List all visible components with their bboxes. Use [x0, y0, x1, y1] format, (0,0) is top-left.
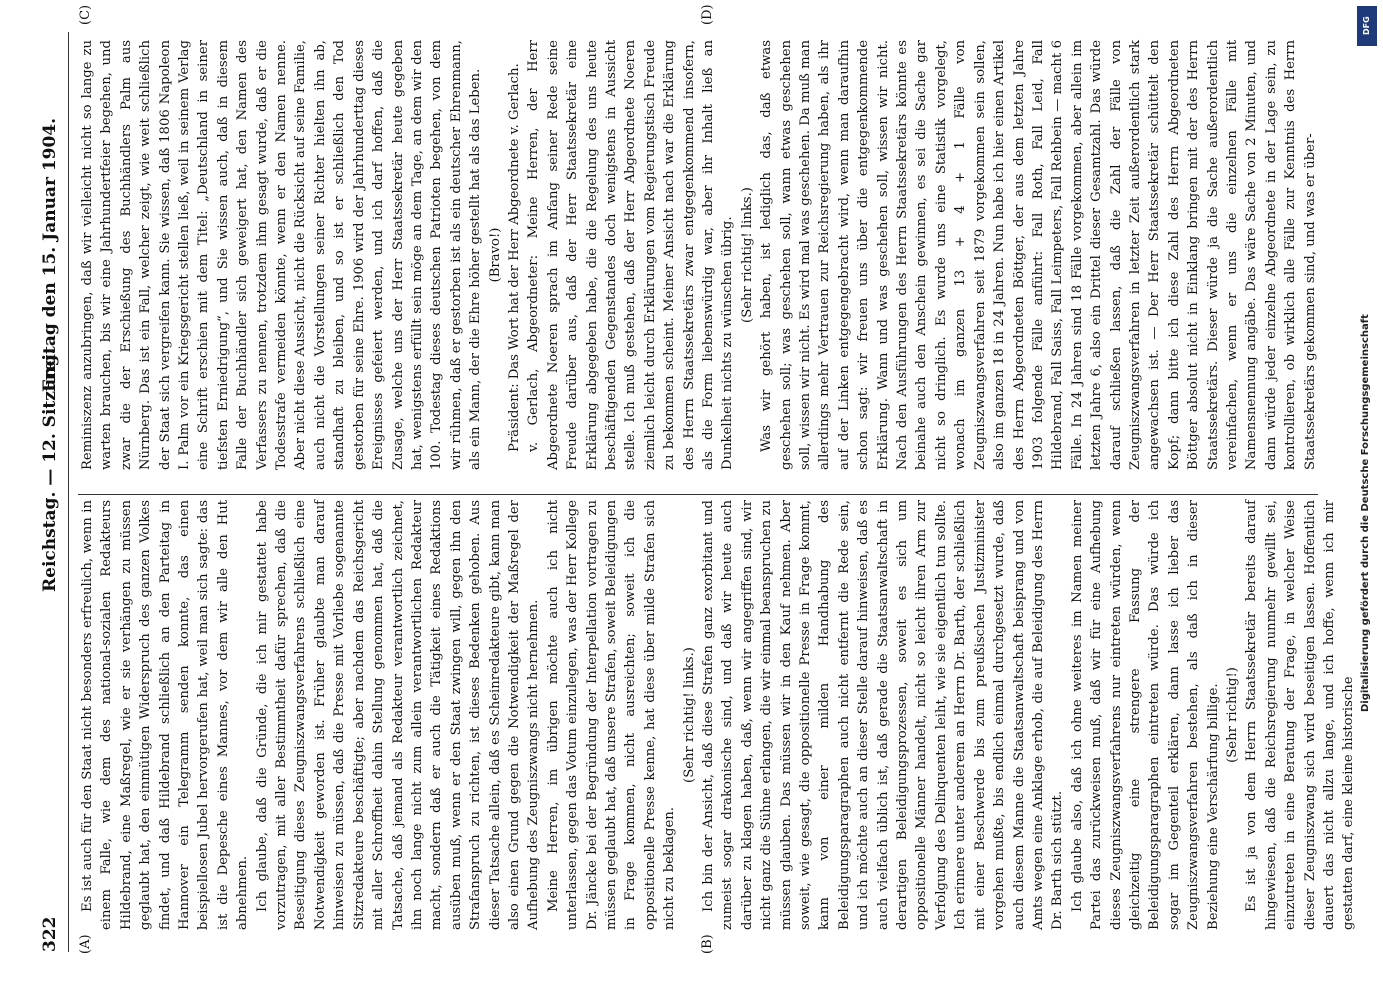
session-title: Reichstag. — 12. Sitzung. [40, 348, 60, 592]
paragraph: Es ist auch für den Staat nicht besonders erfreulich, wenn in einem Falle, wie dem des national-sozialen Redakteurs Hildebrand, eine Maßregel, wie er sie verhängen zu müssen geglaubt hat, den einmütigen Widerspruch des ganzen Volkes findet, und daß Hildebrand schließlich an den Parteitag in Hannover ein Telegramm senden konnte, das einen beispiellosen Jubel hervorgerufen hat, weil man sich sagte: das ist die Depesche eines Mannes, vor dem wir alle den Hut abnehmen. [80, 500, 251, 930]
margin-marker-c: (C) [78, 4, 93, 25]
session-date: Freitag den 15. Januar 1904. [40, 117, 60, 392]
paragraph: Ich bin der Ansicht, daß diese Strafen ganz exorbitant und zumeist sogar drakonische sind, und daß wir heute auch darüber zu klagen haben, daß, wenn wir angegriffen sind, wir nicht ganz die Sühne erlangen, die wir einmal beanspruchen zu müssen glauben. Das müssen wir in den Kauf nehmen. Aber soweit, wie gesagt, die oppositionelle Presse in Frage kommt, kann von einer milden Handhabung des Beleidigungsparagraphen auch nicht entfernt die Rede sein, und ich möchte auch an dieser Stelle darauf hinweisen, daß es auch vielfach üblich ist, daß gerade die Staatsanwaltschaft in derartigen Beleidigungsprozessen, soweit es sich um oppositionelle Männer handelt, nicht so leicht ihren Arm zur Verfolgung des Delinquenten leiht, wie sie eigentlich tun sollte. Ich erinnere unter anderem an Herrn Dr. Barth, der schließlich mit einer Beschwerde bis zum preußischen Justizminister vorgehen mußte, bis endlich einmal durchgesetzt wurde, daß auch diesem Manne die Staatsanwaltschaft beisprang und von Amts wegen eine Anklage erhob, die auf Beleidigung des Herrn Dr. Barth sich stützt. [701, 500, 1066, 930]
paragraph: Ich glaube, daß die Gründe, die ich mir gestattet habe vorzutragen, mit aller Bestimmtheit dafür sprechen, daß die Beseitigung dieses Zeugniszwangsverfahrens schließlich eine Notwendigkeit geworden ist. Früher glaubte man darauf hinweisen zu müssen, daß die Presse mit Vorliebe sogenannte Sitzredakteure beschäftigte; aber nachdem das Reichsgericht mit aller Schroffheit dahin Stellung genommen hat, daß die Tatsache, daß jemand als Redakteur verantwortlich zeichnet, ihn noch lange nicht zum allein verantwortlichen Redakteur macht, sondern daß er auch die Tätigkeit eines Redaktions ausüben muß, wenn er den Staat zwingen will, gegen ihn den Strafanspruch zu richten, ist dieses Bedenken gehoben. Aus dieser Tatsache allein, daß es Scheinredakteure gibt, kann man also einen Grund gegen die Notwendigkeit der Maßregel der Aufhebung des Zeugniszwangs nicht hernehmen. [254, 500, 542, 930]
paragraph: v. Gerlach, Abgeordneter: Meine Herren, der Herr Abgeordnete Noeren sprach im Anfang seiner Rede seine Freude darüber aus, daß der Herr Staatssekretär eine Erklärung abgegeben habe, die die Regelung des uns heute beschäftigenden Gegenstandes doch wenigstens in Aussicht stelle. Ich muß gestehen, daß der Herr Abgeordnete Noeren ziemlich leicht durch Erklärungen vom Regierungstisch Freude zu bekommen scheint. Meiner Ansicht nach war die Erklärung des Herrn Staatssekretärs zwar entgegenkommend insofern, als die Form liebenswürdig war, aber ihr Inhalt ließ an Dunkelheit nichts zu wünschen übrig. [526, 40, 736, 470]
margin-marker-d: (D) [700, 4, 715, 25]
paragraph: Meine Herren, im übrigen möchte auch ich nicht unterlassen, gegen das Votum einzulegen, was der Herr Kollege Dr. Jäncke bei der Begründung der Interpellation vortragen zu müssen geglaubt hat, daß unsere Strafen, soweit Beleidigungen in Frage kommen, nicht ausreichten; soweit ich die oppositionelle Presse kenne, hat diese über milde Strafen sich nicht zu beklagen. [545, 500, 678, 930]
paragraph: Präsident: Das Wort hat der Herr Abgeordnete v. Gerlach. [506, 63, 522, 452]
dfg-logo: DFG [1357, 6, 1377, 46]
left-text-column [78, 500, 1357, 930]
paragraph: Ich glaube also, daß ich ohne weiteres im Namen meiner Partei das zurückweisen muß, daß wir für eine Aufhebung dieses Zeugniszwangsverfahrens nur eintreten würden, wenn gleichzeitig eine strengere Fassung der Beleidigungsparagraphen eintreten würde. Das würde ich sogar im Gegenteil erklären, dann lasse ich lieber das Zeugniszwangsverfahren bestehen, als daß ich in dieser Beziehung eine Verschärfung billige. [1069, 500, 1221, 930]
digitization-credit: Digitalisierung gefördert durch die Deutsche Forschungsgemeinschaft [1360, 314, 1371, 712]
paragraph: Reminiszenz anzubringen, daß wir vielleicht nicht so lange zu warten brauchen, bis wir eine Jahrhundertfeier begehen, und zwar die der Erschießung des Buchhändlers Palm aus Nürnberg. Das ist ein Fall, welcher zeigt, wie weit schließlich der Staat sich vergreifen kann. Sie wissen, daß 1806 Napoleon I. Palm vor ein Kriegsgericht stellen ließ, weil in seinem Verlag eine Schrift erschien mit dem Titel: „Deutschland in seiner tiefsten Erniedrigung“, und Sie wissen auch, daß in diesem Falle der Buchhändler sich geweigert hat, den Namen des Verfassers zu nennen, trotzdem ihm gesagt wurde, daß er die Todesstrafe vermeiden könnte, wenn er den Namen nenne. Aber nicht diese Aussicht, nicht die Rücksicht auf seine Familie, auch nicht die Vorstellungen seiner Richter hielten ihn ab, standhaft zu bleiben, und so ist er schließlich den Tod gestorben für seine Ehre. 1906 wird der Jahrhunderttag dieses Ereignisses gefeiert werden, und ich darf hoffen, daß die Zusage, welche uns der Herr Staatssekretär heute gegeben hat, wenigstens erfüllt sein möge an dem Tage, an dem wir den 100. Todestag dieses deutschen Patrioten begehen, von dem wir rühmen, daß er gestorben ist als ein deutscher Ehrenmann, als ein Mann, der die Ehre höher gestellt hat als das Leben. [80, 40, 484, 470]
paragraph: Es ist ja von dem Herrn Staatssekretär bereits darauf hingewiesen, daß die Reichsregierung nunmehr gewillt sei, einzutreten in eine Beratung der Frage, in welcher Weise dieser Zeugniszwang sich wird beseitigen lassen. Hoffentlich dauert das nicht allzu lange, und ich hoffe, wenn ich mir gestatten darf, eine kleine historische [1244, 500, 1357, 930]
header-rule [68, 32, 69, 952]
interjection: (Sehr richtig! links.) [739, 187, 755, 323]
paragraph: Was wir gehört haben, ist lediglich das, daß etwas geschehen soll; was geschehen soll, wann etwas geschehen soll, wissen wir nicht. Es wird mal was geschehen. Da muß man allerdings mehr Vertrauen zur Reichsregierung haben, als ihr auf der Linken entgegengebracht wird, wenn man daraufhin schon sagt: wir freuen uns über die entgegenkommende Erklärung. Wann und was geschehen soll, wissen wir nicht. Nach den Ausführungen des Herrn Staatssekretärs könnte es beinahe auch den Anschein gewinnen, es sei die Sache gar nicht so dringlich. Es wurde uns eine Statistik vorgelegt, wonach im ganzen 13 + 4 + 1 Fälle von Zeugniszwangsverfahren seit 1879 vorgekommen sein sollen, also im ganzen 18 in 24 Jahren. Nun habe ich hier einen Artikel des Herrn Abgeordneten Böttger, der aus dem letzten Jahre 1903 folgende Fälle anführt: Fall Roth, Fall Leid, Fall Hildebrand, Fall Saiss, Fall Leimpeters, Fall Rehbein — macht 6 Fälle. In 24 Jahren sind 18 Fälle vorgekommen, aber allein im letzten Jahre 6, also ein Drittel dieser Gesamtzahl. Das würde darauf schließen lassen, daß die Zahl der Fälle von Zeugniszwangsverfahren in letzter Zeit außerordentlich stark angewachsen ist. — Der Herr Staatssekretär schüttelt den Kopf; dann bitte ich diese Zahl des Herrn Abgeordneten Böttger absolut nicht in Einklang bringen mit der des Herrn Staatssekretärs. Dieser würde ja die Sache außerordentlich vereinfachen, wenn er uns die einzelnen Fälle mit Namensnennung angäbe. Das wäre Sache von 2 Minuten, und dann würde jeder einzelne Abgeordnete in der Lage sein, zu kontrollieren, ob wirklich alle Fälle zur Kenntnis des Herrn Staatssekretärs gekommen sind, und was er über- [759, 40, 1318, 470]
right-text-column [78, 40, 1318, 470]
interjection: (Sehr richtig!) [1224, 667, 1240, 763]
column-divider [78, 494, 1318, 495]
margin-marker-b: (B) [700, 934, 715, 954]
margin-marker-a: (A) [78, 934, 93, 954]
interjection: (Sehr richtig! links.) [681, 647, 697, 783]
running-header [40, 32, 70, 952]
page-number: 322 [40, 916, 60, 952]
interjection: (Bravo!) [487, 227, 503, 283]
